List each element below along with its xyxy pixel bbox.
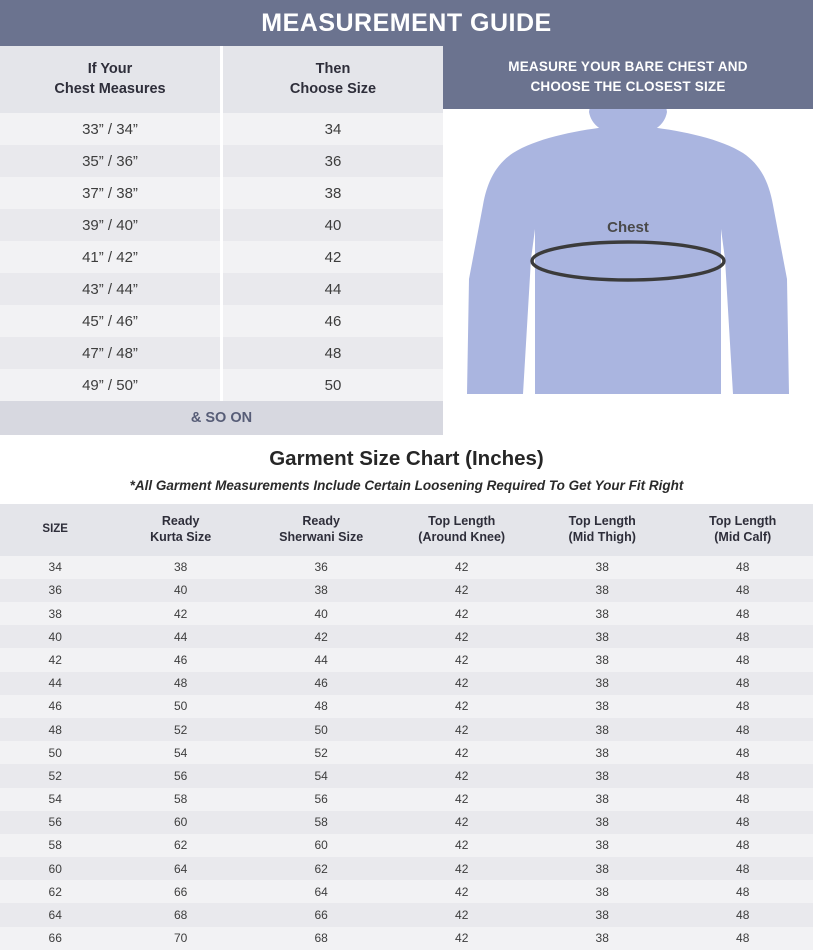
garment-header-knee xyxy=(391,504,532,556)
cell-kurta: 58 xyxy=(110,788,251,811)
garment-header-size-line1: SIZE xyxy=(42,522,68,535)
cell-sherwani: 40 xyxy=(251,602,392,625)
chest-value: 41” / 42” xyxy=(0,241,222,273)
table-row xyxy=(0,857,813,880)
table-footer-row xyxy=(0,401,443,435)
cell-mid-calf: 48 xyxy=(672,811,813,834)
size-value: 42 xyxy=(222,241,444,273)
garment-header-kurta-line1: Ready xyxy=(161,514,200,529)
chest-value: 35” / 36” xyxy=(0,145,222,177)
cell-mid-calf: 48 xyxy=(672,903,813,926)
cell-kurta: 70 xyxy=(110,927,251,950)
table-row xyxy=(0,695,813,718)
garment-header-kurta-line2: Kurta Size xyxy=(150,530,212,545)
cell-kurta: 52 xyxy=(110,718,251,741)
cell-size: 38 xyxy=(0,602,110,625)
cell-mid-thigh: 38 xyxy=(532,741,673,764)
chest-label: Chest xyxy=(607,218,649,236)
size-value: 46 xyxy=(222,305,444,337)
table-row xyxy=(0,672,813,695)
cell-mid-calf: 48 xyxy=(672,579,813,602)
cell-sherwani: 42 xyxy=(251,625,392,648)
table-row xyxy=(0,718,813,741)
chest-size-table xyxy=(0,46,443,435)
cell-mid-thigh: 38 xyxy=(532,764,673,787)
table-row xyxy=(0,811,813,834)
cell-knee: 42 xyxy=(391,672,532,695)
cell-knee: 42 xyxy=(391,764,532,787)
table-row xyxy=(0,337,443,369)
chest-value: 45” / 46” xyxy=(0,305,222,337)
chest-measures-header-line2: Chest Measures xyxy=(54,80,166,97)
cell-mid-thigh: 38 xyxy=(532,602,673,625)
garment-size-table xyxy=(0,504,813,950)
cell-mid-thigh: 38 xyxy=(532,718,673,741)
table-row xyxy=(0,880,813,903)
cell-size: 64 xyxy=(0,903,110,926)
cell-size: 52 xyxy=(0,764,110,787)
cell-knee: 42 xyxy=(391,741,532,764)
cell-kurta: 56 xyxy=(110,764,251,787)
illustration-header-line2: CHOOSE THE CLOSEST SIZE xyxy=(530,79,726,95)
cell-sherwani: 50 xyxy=(251,718,392,741)
cell-size: 42 xyxy=(0,648,110,671)
and-so-on-note: & SO ON xyxy=(0,401,443,435)
garment-header-row xyxy=(0,504,813,556)
cell-mid-thigh: 38 xyxy=(532,880,673,903)
cell-sherwani: 62 xyxy=(251,857,392,880)
cell-size: 58 xyxy=(0,834,110,857)
cell-knee: 42 xyxy=(391,625,532,648)
size-value: 50 xyxy=(222,369,444,401)
choose-size-header-line2: Choose Size xyxy=(289,80,377,97)
cell-sherwani: 52 xyxy=(251,741,392,764)
cell-mid-thigh: 38 xyxy=(532,556,673,579)
cell-mid-calf: 48 xyxy=(672,672,813,695)
garment-header-knee-line1: Top Length xyxy=(428,514,496,529)
illustration-body xyxy=(443,109,813,394)
cell-sherwani: 36 xyxy=(251,556,392,579)
cell-sherwani: 44 xyxy=(251,648,392,671)
cell-knee: 42 xyxy=(391,648,532,671)
garment-header-sherwani-line2: Sherwani Size xyxy=(279,530,364,545)
cell-knee: 42 xyxy=(391,927,532,950)
cell-kurta: 48 xyxy=(110,672,251,695)
cell-kurta: 64 xyxy=(110,857,251,880)
cell-knee: 42 xyxy=(391,579,532,602)
cell-mid-calf: 48 xyxy=(672,764,813,787)
cell-size: 60 xyxy=(0,857,110,880)
cell-size: 46 xyxy=(0,695,110,718)
cell-size: 50 xyxy=(0,741,110,764)
table-row xyxy=(0,579,813,602)
cell-kurta: 66 xyxy=(110,880,251,903)
table-row xyxy=(0,625,813,648)
cell-mid-calf: 48 xyxy=(672,648,813,671)
size-value: 48 xyxy=(222,337,444,369)
cell-size: 66 xyxy=(0,927,110,950)
cell-mid-thigh: 38 xyxy=(532,903,673,926)
cell-mid-calf: 48 xyxy=(672,857,813,880)
chest-value: 39” / 40” xyxy=(0,209,222,241)
cell-size: 40 xyxy=(0,625,110,648)
cell-mid-thigh: 38 xyxy=(532,672,673,695)
garment-header-sherwani-line1: Ready xyxy=(302,514,340,529)
cell-size: 34 xyxy=(0,556,110,579)
table-row xyxy=(0,927,813,950)
cell-kurta: 40 xyxy=(110,579,251,602)
size-value: 34 xyxy=(222,113,444,145)
size-value: 36 xyxy=(222,145,444,177)
garment-header-mid-thigh xyxy=(532,504,673,556)
garment-header-mid-calf-line1: Top Length xyxy=(709,514,777,529)
cell-sherwani: 54 xyxy=(251,764,392,787)
cell-kurta: 54 xyxy=(110,741,251,764)
garment-header-mid-calf xyxy=(672,504,813,556)
page-banner xyxy=(0,0,813,46)
garment-header-knee-line2: (Around Knee) xyxy=(418,530,506,545)
cell-size: 54 xyxy=(0,788,110,811)
chest-value: 47” / 48” xyxy=(0,337,222,369)
cell-size: 62 xyxy=(0,880,110,903)
illustration-header xyxy=(443,46,813,109)
cell-knee: 42 xyxy=(391,556,532,579)
cell-knee: 42 xyxy=(391,880,532,903)
table-header-row xyxy=(0,46,443,113)
choose-size-header-line1: Then xyxy=(315,61,351,77)
cell-mid-calf: 48 xyxy=(672,602,813,625)
garment-header-kurta xyxy=(110,504,251,556)
cell-mid-calf: 48 xyxy=(672,625,813,648)
cell-kurta: 68 xyxy=(110,903,251,926)
size-value: 38 xyxy=(222,177,444,209)
cell-kurta: 50 xyxy=(110,695,251,718)
garment-header-mid-thigh-line2: (Mid Thigh) xyxy=(568,530,636,545)
cell-kurta: 62 xyxy=(110,834,251,857)
cell-mid-calf: 48 xyxy=(672,834,813,857)
cell-size: 56 xyxy=(0,811,110,834)
table-row xyxy=(0,305,443,337)
top-section xyxy=(0,46,813,435)
table-row xyxy=(0,648,813,671)
cell-kurta: 42 xyxy=(110,602,251,625)
garment-header-size xyxy=(0,504,110,556)
size-value: 44 xyxy=(222,273,444,305)
torso-diagram xyxy=(443,109,813,394)
cell-sherwani: 58 xyxy=(251,811,392,834)
garment-header-mid-calf-line2: (Mid Calf) xyxy=(714,530,772,545)
table-row xyxy=(0,145,443,177)
cell-knee: 42 xyxy=(391,834,532,857)
table-row xyxy=(0,113,443,145)
cell-mid-thigh: 38 xyxy=(532,695,673,718)
cell-mid-calf: 48 xyxy=(672,880,813,903)
garment-chart-title: Garment Size Chart (Inches) xyxy=(269,447,544,471)
illustration-panel xyxy=(443,46,813,394)
table-row xyxy=(0,209,443,241)
garment-header-sherwani xyxy=(251,504,392,556)
cell-size: 44 xyxy=(0,672,110,695)
garment-chart-subtitle: *All Garment Measurements Include Certain Loosening Required To Get Your Fit Right xyxy=(129,478,684,494)
cell-mid-thigh: 38 xyxy=(532,927,673,950)
chest-value: 49” / 50” xyxy=(0,369,222,401)
cell-kurta: 44 xyxy=(110,625,251,648)
chest-value: 37” / 38” xyxy=(0,177,222,209)
table-row xyxy=(0,369,443,401)
cell-mid-thigh: 38 xyxy=(532,625,673,648)
cell-kurta: 60 xyxy=(110,811,251,834)
table-row xyxy=(0,903,813,926)
cell-mid-calf: 48 xyxy=(672,927,813,950)
cell-mid-thigh: 38 xyxy=(532,834,673,857)
cell-knee: 42 xyxy=(391,857,532,880)
cell-sherwani: 56 xyxy=(251,788,392,811)
table-row xyxy=(0,741,813,764)
table-row xyxy=(0,273,443,305)
cell-knee: 42 xyxy=(391,811,532,834)
cell-sherwani: 66 xyxy=(251,903,392,926)
cell-sherwani: 68 xyxy=(251,927,392,950)
cell-mid-calf: 48 xyxy=(672,695,813,718)
cell-sherwani: 38 xyxy=(251,579,392,602)
table-row xyxy=(0,602,813,625)
cell-mid-calf: 48 xyxy=(672,741,813,764)
table-row xyxy=(0,764,813,787)
cell-kurta: 38 xyxy=(110,556,251,579)
table-row xyxy=(0,834,813,857)
cell-kurta: 46 xyxy=(110,648,251,671)
cell-knee: 42 xyxy=(391,695,532,718)
cell-knee: 42 xyxy=(391,718,532,741)
table-row xyxy=(0,556,813,579)
cell-knee: 42 xyxy=(391,788,532,811)
cell-sherwani: 60 xyxy=(251,834,392,857)
cell-mid-thigh: 38 xyxy=(532,811,673,834)
table-row xyxy=(0,177,443,209)
chest-measures-header xyxy=(0,46,222,113)
chest-value: 43” / 44” xyxy=(0,273,222,305)
chest-measures-header-line1: If Your xyxy=(87,61,133,77)
table-row xyxy=(0,788,813,811)
garment-header-mid-thigh-line1: Top Length xyxy=(568,514,636,529)
cell-mid-calf: 48 xyxy=(672,788,813,811)
illustration-header-line1: MEASURE YOUR BARE CHEST AND xyxy=(508,59,748,74)
cell-mid-thigh: 38 xyxy=(532,579,673,602)
cell-mid-thigh: 38 xyxy=(532,857,673,880)
cell-size: 48 xyxy=(0,718,110,741)
cell-mid-thigh: 38 xyxy=(532,788,673,811)
cell-mid-thigh: 38 xyxy=(532,648,673,671)
cell-mid-calf: 48 xyxy=(672,718,813,741)
table-row xyxy=(0,241,443,273)
chest-value: 33” / 34” xyxy=(0,113,222,145)
size-value: 40 xyxy=(222,209,444,241)
page-title: MEASUREMENT GUIDE xyxy=(261,8,552,37)
cell-size: 36 xyxy=(0,579,110,602)
cell-knee: 42 xyxy=(391,602,532,625)
cell-knee: 42 xyxy=(391,903,532,926)
cell-sherwani: 48 xyxy=(251,695,392,718)
cell-sherwani: 46 xyxy=(251,672,392,695)
cell-sherwani: 64 xyxy=(251,880,392,903)
cell-mid-calf: 48 xyxy=(672,556,813,579)
choose-size-header xyxy=(222,46,444,113)
